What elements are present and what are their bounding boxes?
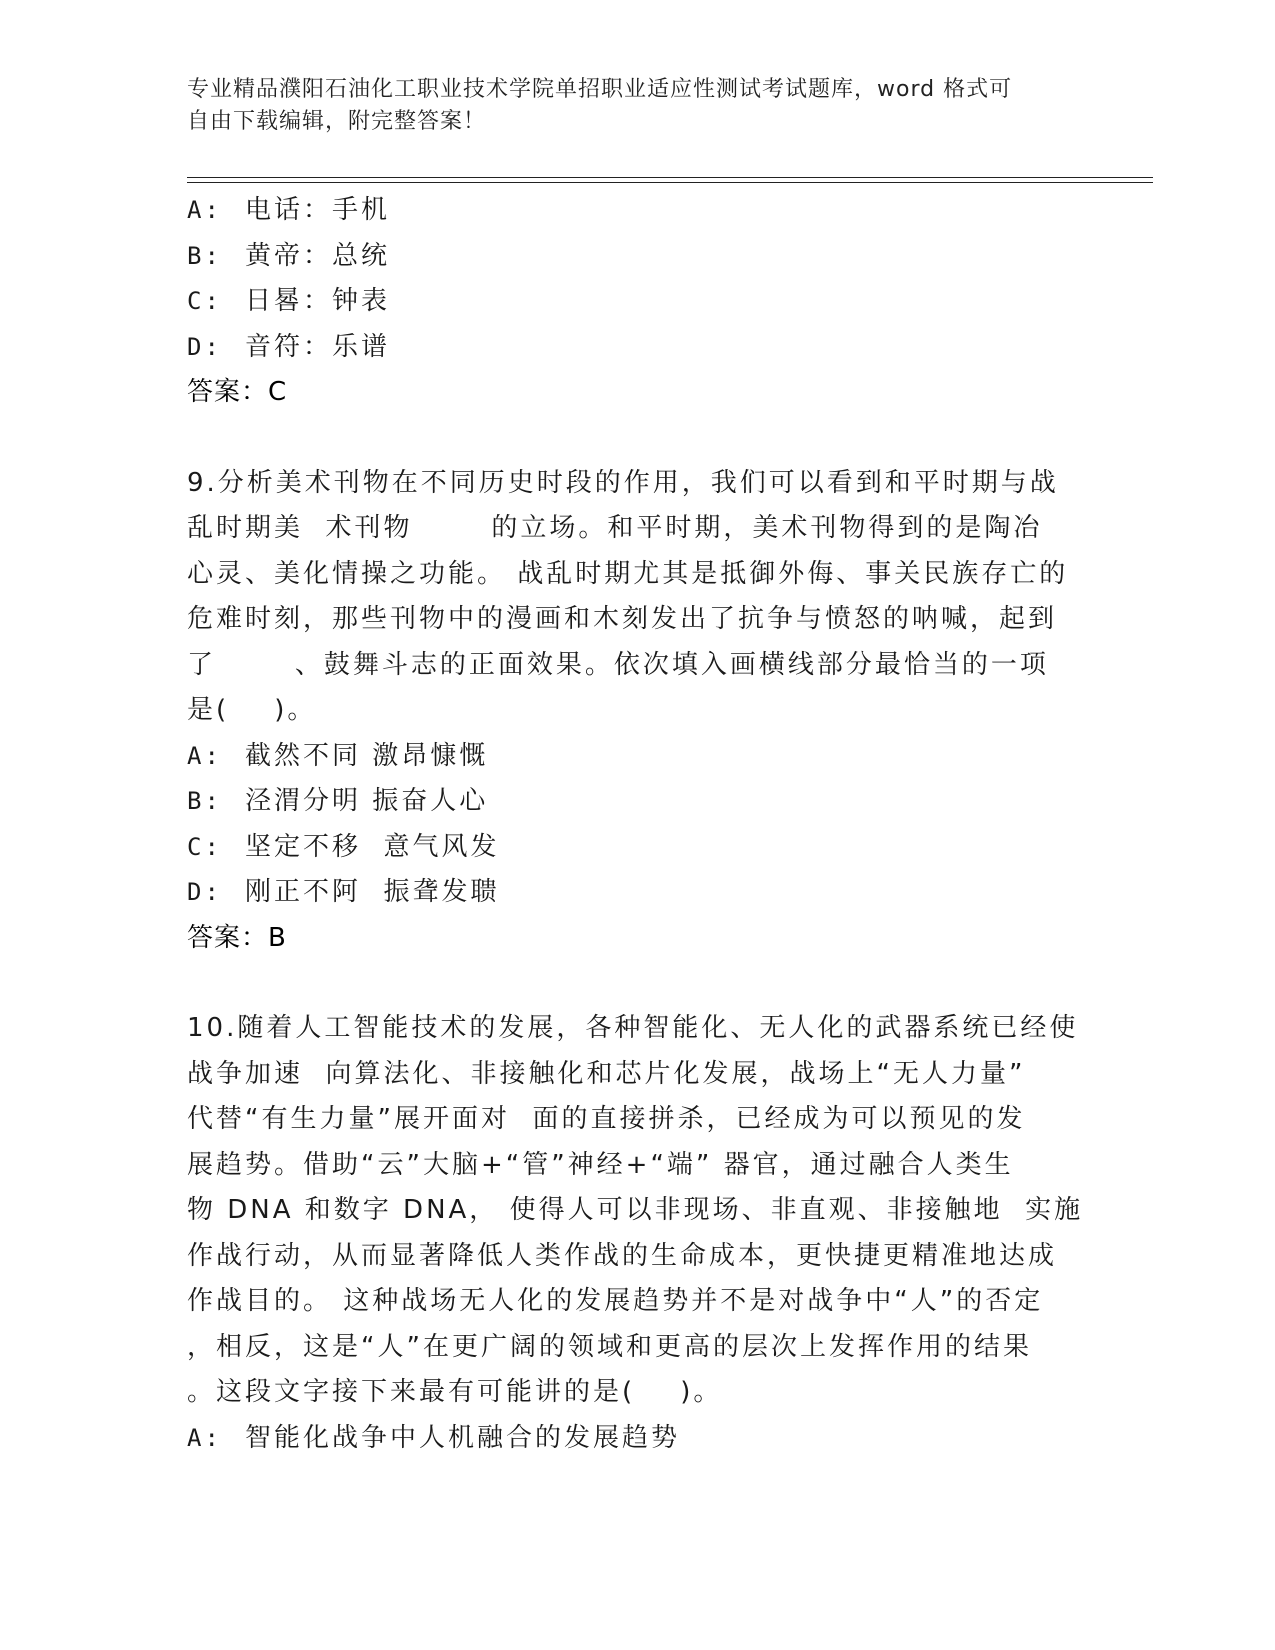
q9-option-b bbox=[187, 779, 1087, 825]
q10-stem-line: 作战行动，从而显著降低人类作战的生命成本，更快捷更精准地达成 bbox=[187, 1240, 1058, 1271]
q9-stem-line: 是( )。 bbox=[187, 695, 317, 725]
q9-stem-line: 乱时期美 术刊物 的立场。和平时期，美术刊物得到的是陶冶 bbox=[187, 513, 1043, 543]
option-letter: C: bbox=[187, 832, 222, 861]
option-letter: B: bbox=[187, 787, 222, 815]
q10-stem-line: 作战目的。 这种战场无人化的发展趋势并不是对战争中“人”的否定 bbox=[187, 1286, 1044, 1316]
option-text: 刚正不阿 振聋发聩 bbox=[245, 877, 500, 907]
question-8-block bbox=[187, 188, 1087, 416]
question-9-block bbox=[187, 461, 1087, 962]
option-letter: B: bbox=[187, 241, 222, 270]
answer-value: C bbox=[268, 377, 288, 407]
q8-option-b bbox=[187, 234, 1087, 280]
q10-stem-line: 战争加速 向算法化、非接触化和芯片化发展，战场上“无人力量” bbox=[187, 1058, 1026, 1089]
option-letter: D: bbox=[187, 332, 222, 361]
q8-answer bbox=[187, 370, 1087, 416]
q10-stem-line: 展趋势。借助“云”大脑+“管”神经+“端” 器官，通过融合人类生 bbox=[187, 1149, 1014, 1180]
q10-stem-line: 。这段文字接下来最有可能讲的是( )。 bbox=[187, 1377, 723, 1407]
document-body bbox=[187, 188, 1087, 1461]
option-text: 电话：手机 bbox=[245, 195, 391, 225]
option-letter: A: bbox=[187, 196, 222, 224]
q9-option-d bbox=[187, 870, 1087, 916]
option-text: 日晷：钟表 bbox=[245, 286, 391, 316]
q9-stem-line: 了 、鼓舞斗志的正面效果。依次填入画横线部分最恰当的一项 bbox=[187, 649, 1049, 680]
q9-stem-line: 危难时刻，那些刊物中的漫画和木刻发出了抗争与愤怒的呐喊，起到 bbox=[187, 604, 1058, 634]
spacer bbox=[187, 416, 1087, 461]
option-text: 坚定不移 意气风发 bbox=[245, 831, 500, 862]
question-10-block bbox=[187, 1006, 1087, 1461]
q10-stem-line: 代替“有生力量”展开面对 面的直接拼杀，已经成为可以预见的发 bbox=[187, 1104, 1026, 1134]
header-rule-bottom bbox=[187, 182, 1153, 183]
option-letter: A: bbox=[187, 741, 222, 770]
q9-option-c bbox=[187, 825, 1087, 871]
q8-option-c bbox=[187, 279, 1087, 325]
q8-option-a bbox=[187, 188, 1087, 234]
q10-stem-line: ，相反，这是“人”在更广阔的领域和更高的层次上发挥作用的结果 bbox=[187, 1331, 1032, 1362]
header-line-1: 专业精品濮阳石油化工职业技术学院单招职业适应性测试考试题库，word 格式可 bbox=[187, 77, 1013, 102]
q10-stem-line: 10.随着人工智能技术的发展，各种智能化、无人化的武器系统已经使 bbox=[187, 1013, 1079, 1043]
option-text: 智能化战争中人机融合的发展趋势 bbox=[245, 1422, 681, 1453]
q9-option-a bbox=[187, 734, 1087, 780]
q8-option-d bbox=[187, 325, 1087, 371]
q10-stem-line: 物 DNA 和数字 DNA， 使得人可以非现场、非直观、非接触地 实施 bbox=[187, 1195, 1084, 1225]
answer-label: 答案： bbox=[187, 377, 269, 407]
q9-stem-line: 9.分析美术刊物在不同历史时段的作用，我们可以看到和平时期与战 bbox=[187, 467, 1059, 498]
answer-value: B bbox=[268, 922, 287, 953]
q9-stem-line: 心灵、美化情操之功能。 战乱时期尤其是抵御外侮、事关民族存亡的 bbox=[187, 558, 1069, 589]
option-text: 泾渭分明 振奋人心 bbox=[245, 786, 489, 816]
header-rule-top bbox=[187, 177, 1153, 178]
answer-label: 答案： bbox=[187, 922, 269, 953]
spacer bbox=[187, 961, 1087, 1006]
option-text: 音符：乐谱 bbox=[245, 331, 391, 362]
option-text: 黄帝：总统 bbox=[245, 240, 391, 271]
option-letter: C: bbox=[187, 287, 222, 315]
option-letter: D: bbox=[187, 878, 222, 906]
q10-option-a bbox=[187, 1416, 1087, 1462]
page-header bbox=[187, 74, 1067, 138]
q9-answer bbox=[187, 916, 1087, 962]
header-line-2: 自由下载编辑，附完整答案！ bbox=[187, 109, 487, 134]
option-text: 截然不同 激昂慷慨 bbox=[245, 740, 489, 771]
option-letter: A: bbox=[187, 1423, 222, 1452]
